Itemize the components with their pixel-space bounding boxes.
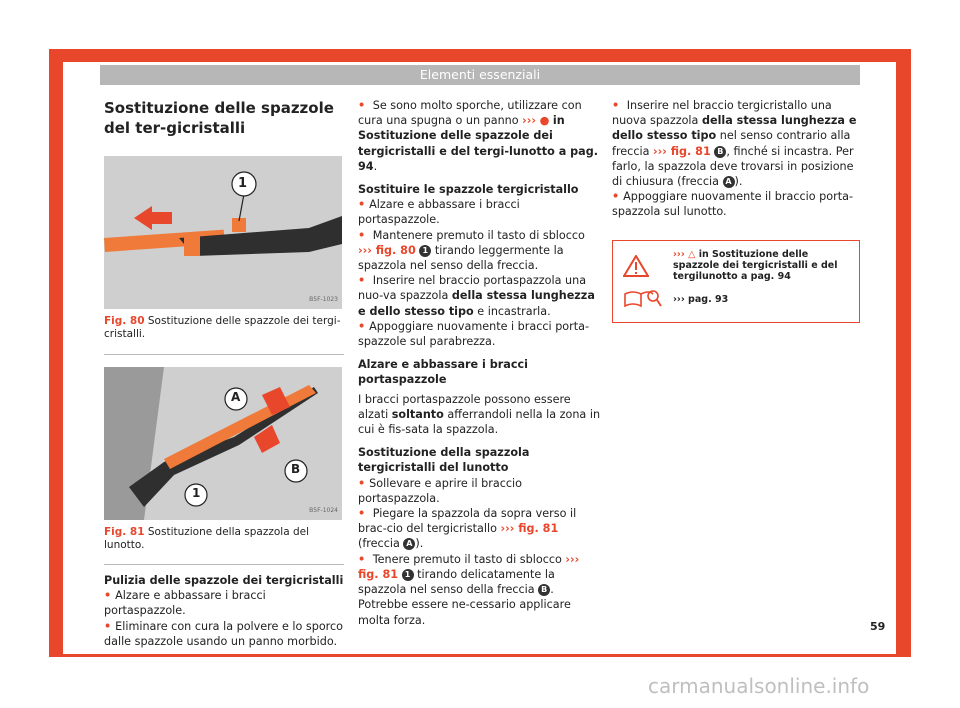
warning-row: ››› △ in Sostituzione delle spazzole dei tergicristalli e del tergilunotto a pag. 94 <box>623 249 849 282</box>
callout-badge: 1 <box>402 569 414 581</box>
bullet-item: • Alzare e abbassare i bracci portaspazzole. <box>104 588 344 618</box>
warning-icon: ● <box>539 114 550 128</box>
figure-code: B5F-1024 <box>309 506 338 514</box>
cross-reference[interactable]: ››› <box>673 248 685 260</box>
figure-number: Fig. 81 <box>104 526 145 538</box>
bullet-item: • Alzare e abbassare i bracci portaspazzole. <box>358 197 602 227</box>
bullet-item: • Inserire nel braccio tergicristallo una nuova spazzola della stessa lunghezza e dello stesso tipo nel senso contrario alla freccia ››› fig. 81 B , finché si incastra. Per farlo, la spazzola deve trovarsi in posizione di chiusura (freccia A ). <box>612 98 860 189</box>
figure-81-caption <box>104 526 344 552</box>
warning-triangle-icon <box>623 255 649 277</box>
figure-81 <box>104 367 342 520</box>
warning-small-icon: △ <box>688 248 696 260</box>
rear-wiper-illustration <box>104 367 342 520</box>
caption-text: Sostituzione della spazzola del lunotto. <box>104 526 310 551</box>
column-left <box>104 98 344 649</box>
bullet-item: • Mantenere premuto il tasto di sblocco ››› fig. 80 1 tirando leggermente la spazzola nel senso della freccia. <box>358 228 602 274</box>
subheading-rear-wiper: Sostituzione della spazzola tergicristalli del lunotto <box>358 446 530 475</box>
watermark: carmanualsonline.info <box>648 674 870 698</box>
callout-1: 1 <box>238 176 248 191</box>
divider <box>104 564 344 565</box>
callout-badge: 1 <box>419 245 431 257</box>
section-heading: Sostituzione delle spazzole del ter-gicristalli <box>104 99 334 137</box>
book-magnifier-icon <box>623 288 663 310</box>
page-number: 59 <box>870 620 886 633</box>
figure-code: B5F-1023 <box>309 295 338 303</box>
figure-link[interactable]: ››› fig. 81 <box>653 144 711 158</box>
figure-link[interactable]: ››› fig. 81 <box>358 552 580 581</box>
bullet-item: • Sollevare e aprire il braccio portaspazzola. <box>358 476 602 506</box>
divider <box>104 354 344 355</box>
subheading-raise-lower: Alzare e abbassare i bracci portaspazzole <box>358 358 528 387</box>
bullet-item: • Tenere premuto il tasto di sblocco ››› fig. 81 1 tirando delicatamente la spazzola nel senso della freccia B . Potrebbe essere ne-cessario applicare molta forza. <box>358 552 602 628</box>
cross-reference[interactable]: ››› <box>522 114 536 128</box>
notice-box <box>612 240 860 323</box>
figure-80 <box>104 156 342 309</box>
paragraph: I bracci portaspazzole possono essere alzati soltanto afferrandoli nella la zona in cui è fis-sata la spazzola. <box>358 392 601 437</box>
column-right <box>612 98 860 323</box>
wiper-blade-illustration <box>104 156 342 309</box>
bullet-item: • Appoggiare nuovamente i bracci porta-spazzole sul parabrezza. <box>358 319 602 349</box>
callout-badge: A <box>723 176 735 188</box>
figure-link[interactable]: ››› fig. 80 <box>358 243 416 257</box>
subheading-cleaning: Pulizia delle spazzole dei tergicristalli <box>104 574 344 587</box>
callout-badge: A <box>403 538 415 550</box>
section-header: Elementi essenziali <box>100 65 860 85</box>
column-middle <box>358 98 602 628</box>
bullet-item: • Eliminare con cura la polvere e lo sporco dalle spazzole usando un panno morbido. <box>104 619 344 649</box>
book-row <box>623 294 849 305</box>
callout-badge: B <box>714 146 726 158</box>
figure-number: Fig. 80 <box>104 315 145 327</box>
bullet-item: • Inserire nel braccio portaspazzola una nuo-va spazzola della stessa lunghezza e dello stesso tipo e incastrarla. <box>358 273 602 319</box>
bullet-item: • Piegare la spazzola da sopra verso il brac-cio del tergicristallo ››› fig. 81 (freccia A ). <box>358 506 602 552</box>
book-reference[interactable]: ››› pag. 93 <box>673 293 729 305</box>
callout-badge: B <box>538 584 550 596</box>
figure-80-caption <box>104 315 344 341</box>
subheading-replace: Sostituire le spazzole tergicristallo <box>358 183 579 197</box>
figure-link[interactable]: ››› fig. 81 <box>500 522 559 536</box>
bullet-item: • Appoggiare nuovamente il braccio porta-spazzola sul lunotto. <box>612 189 860 219</box>
callout-a: A <box>231 390 241 404</box>
callout-1: 1 <box>192 486 201 500</box>
caption-text: Sostituzione delle spazzole dei tergi-cristalli. <box>104 315 341 340</box>
bullet-item: • Se sono molto sporche, utilizzare con cura una spugna o un panno ››› ● in Sostituzione delle spazzole dei tergicristalli e del tergi-lunotto a pag. 94. <box>358 98 602 174</box>
callout-b: B <box>291 462 301 476</box>
